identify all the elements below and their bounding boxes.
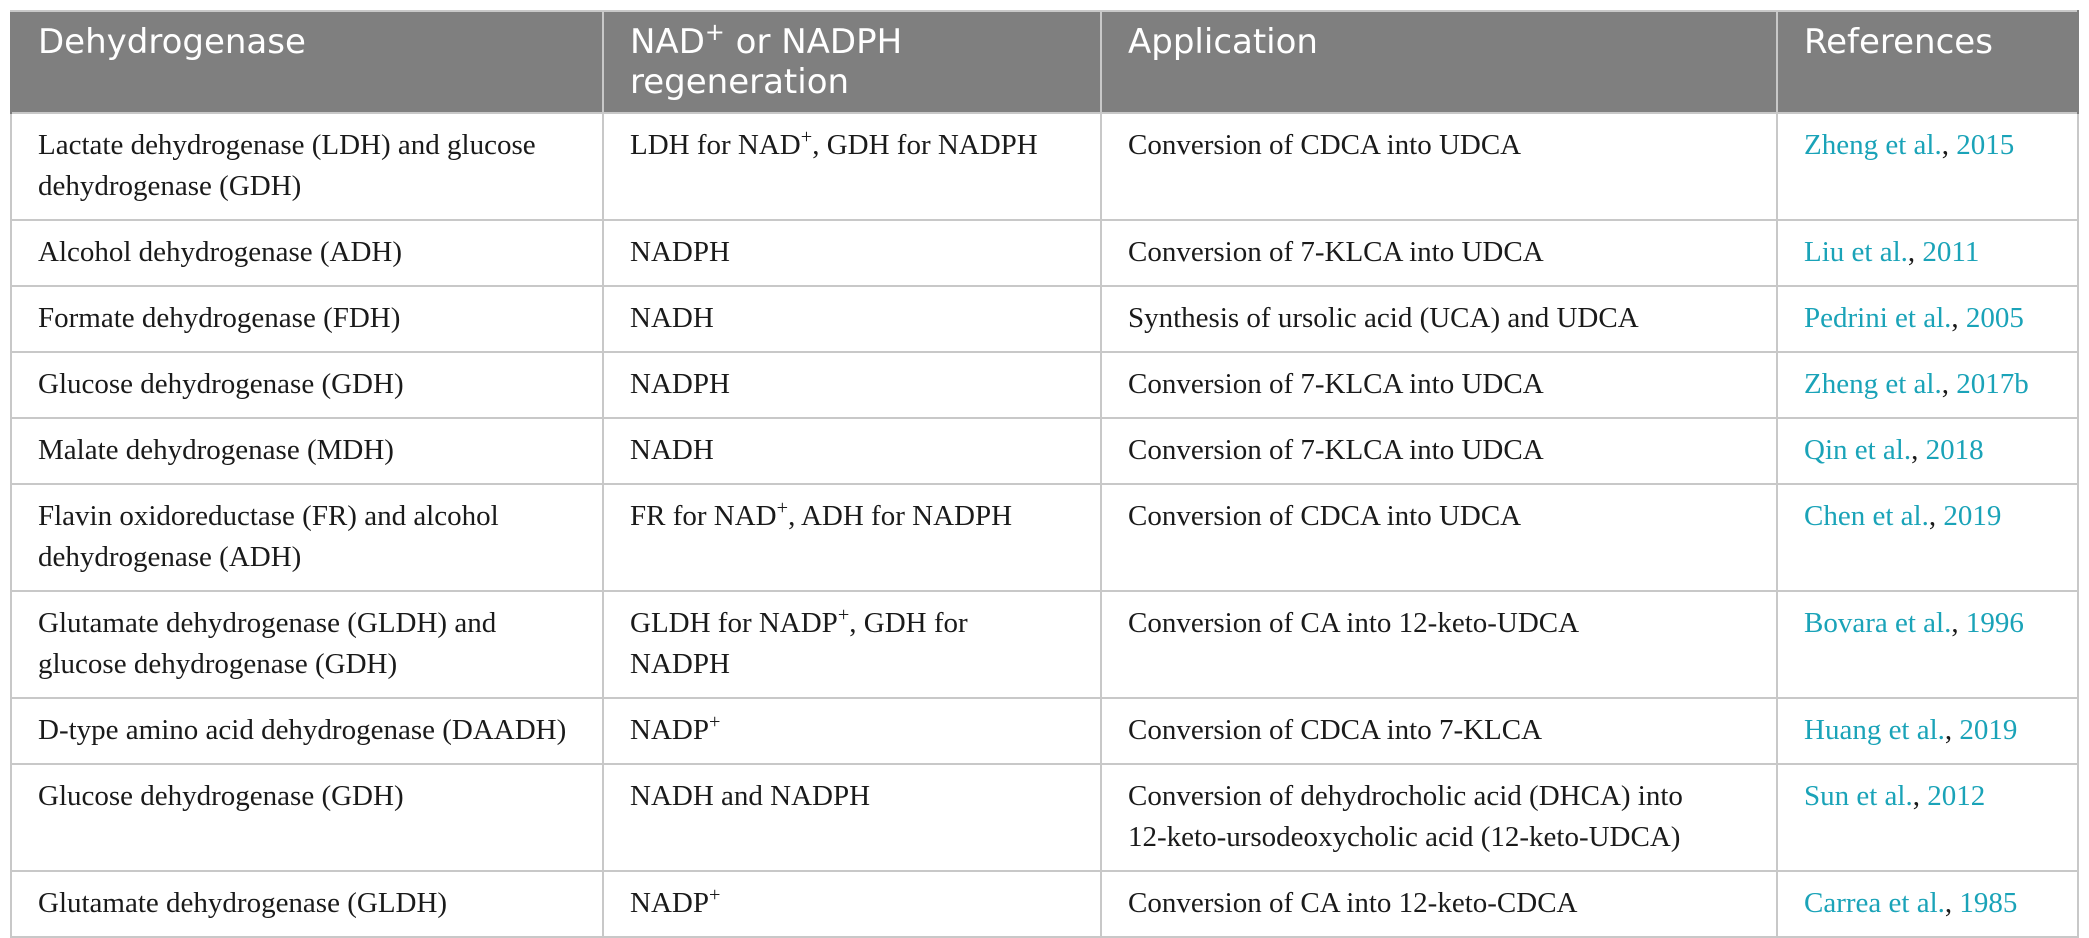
cell-application: Conversion of CA into 12-keto-CDCA xyxy=(1101,871,1777,937)
reference-year-link[interactable]: 2018 xyxy=(1925,434,1984,466)
reference-author-link[interactable]: Carrea et al. xyxy=(1804,887,1945,919)
cell-cofactor: NADH and NADPH xyxy=(603,764,1101,871)
cell-dehydrogenase: Glucose dehydrogenase (GDH) xyxy=(11,352,603,418)
reference-year-link[interactable]: 2012 xyxy=(1927,780,1986,812)
reference-author-link[interactable]: Huang et al. xyxy=(1804,714,1945,746)
cell-cofactor: NADP+ xyxy=(603,871,1101,937)
reference-year-link[interactable]: 1985 xyxy=(1959,887,2018,919)
reference-year-link[interactable]: 1996 xyxy=(1965,607,2024,639)
cell-dehydrogenase: Malate dehydrogenase (MDH) xyxy=(11,418,603,484)
table-row xyxy=(11,113,2078,220)
table-row xyxy=(11,220,2078,286)
reference-year-link[interactable]: 2019 xyxy=(1959,714,2018,746)
cell-dehydrogenase: Glucose dehydrogenase (GDH) xyxy=(11,764,603,871)
table-row xyxy=(11,418,2078,484)
cell-application: Conversion of CDCA into 7-KLCA xyxy=(1101,698,1777,764)
cell-application: Conversion of CDCA into UDCA xyxy=(1101,113,1777,220)
cell-dehydrogenase: Formate dehydrogenase (FDH) xyxy=(11,286,603,352)
cell-cofactor: NADP+ xyxy=(603,698,1101,764)
cell-dehydrogenase: Flavin oxidoreductase (FR) and alcohol dehydrogenase (ADH) xyxy=(11,484,603,591)
cell-cofactor: NADH xyxy=(603,286,1101,352)
table-row xyxy=(11,352,2078,418)
reference-year-link[interactable]: 2005 xyxy=(1965,302,2024,334)
cell-reference: Chen et al., 2019 xyxy=(1777,484,2078,591)
cell-application: Conversion of 7-KLCA into UDCA xyxy=(1101,352,1777,418)
table-row xyxy=(11,698,2078,764)
cell-application: Synthesis of ursolic acid (UCA) and UDCA xyxy=(1101,286,1777,352)
table-row xyxy=(11,764,2078,871)
cell-dehydrogenase: D-type amino acid dehydrogenase (DAADH) xyxy=(11,698,603,764)
cell-reference: Zheng et al., 2017b xyxy=(1777,352,2078,418)
cell-application: Conversion of 7-KLCA into UDCA xyxy=(1101,220,1777,286)
cell-reference: Carrea et al., 1985 xyxy=(1777,871,2078,937)
reference-author-link[interactable]: Liu et al. xyxy=(1804,236,1908,268)
header-application: Application xyxy=(1101,11,1777,113)
cell-reference: Pedrini et al., 2005 xyxy=(1777,286,2078,352)
reference-year-link[interactable]: 2011 xyxy=(1922,236,1980,268)
cell-reference: Huang et al., 2019 xyxy=(1777,698,2078,764)
table-row xyxy=(11,286,2078,352)
cell-dehydrogenase: Lactate dehydrogenase (LDH) and glucose dehydrogenase (GDH) xyxy=(11,113,603,220)
table-header-row xyxy=(11,11,2078,113)
reference-author-link[interactable]: Sun et al. xyxy=(1804,780,1913,812)
reference-author-link[interactable]: Chen et al. xyxy=(1804,500,1929,532)
reference-author-link[interactable]: Pedrini et al. xyxy=(1804,302,1952,334)
reference-author-link[interactable]: Zheng et al. xyxy=(1804,129,1942,161)
cell-cofactor: NADH xyxy=(603,418,1101,484)
table-row xyxy=(11,591,2078,698)
dehydrogenase-table xyxy=(10,10,2079,938)
cell-application: Conversion of CDCA into UDCA xyxy=(1101,484,1777,591)
cell-reference: Bovara et al., 1996 xyxy=(1777,591,2078,698)
reference-author-link[interactable]: Zheng et al. xyxy=(1804,368,1942,400)
cell-reference: Sun et al., 2012 xyxy=(1777,764,2078,871)
cell-reference: Zheng et al., 2015 xyxy=(1777,113,2078,220)
cell-application: Conversion of dehydrocholic acid (DHCA) into 12-keto-ursodeoxycholic acid (12-keto-UDCA) xyxy=(1101,764,1777,871)
reference-year-link[interactable]: 2017b xyxy=(1956,368,2029,400)
table-row xyxy=(11,484,2078,591)
cell-cofactor: GLDH for NADP+, GDH for NADPH xyxy=(603,591,1101,698)
table-row xyxy=(11,871,2078,937)
header-dehydrogenase: Dehydrogenase xyxy=(11,11,603,113)
cell-cofactor: NADPH xyxy=(603,220,1101,286)
cell-dehydrogenase: Glutamate dehydrogenase (GLDH) xyxy=(11,871,603,937)
cell-reference: Qin et al., 2018 xyxy=(1777,418,2078,484)
reference-author-link[interactable]: Bovara et al. xyxy=(1804,607,1952,639)
cell-application: Conversion of 7-KLCA into UDCA xyxy=(1101,418,1777,484)
cell-dehydrogenase: Glutamate dehydrogenase (GLDH) and glucose dehydrogenase (GDH) xyxy=(11,591,603,698)
cell-reference: Liu et al., 2011 xyxy=(1777,220,2078,286)
cell-cofactor: NADPH xyxy=(603,352,1101,418)
reference-year-link[interactable]: 2015 xyxy=(1956,129,2015,161)
reference-author-link[interactable]: Qin et al. xyxy=(1804,434,1912,466)
reference-year-link[interactable]: 2019 xyxy=(1943,500,2002,532)
cell-cofactor: FR for NAD+, ADH for NADPH xyxy=(603,484,1101,591)
cell-application: Conversion of CA into 12-keto-UDCA xyxy=(1101,591,1777,698)
header-cofactor: NAD+ or NADPH regeneration xyxy=(603,11,1101,113)
cell-cofactor: LDH for NAD+, GDH for NADPH xyxy=(603,113,1101,220)
cell-dehydrogenase: Alcohol dehydrogenase (ADH) xyxy=(11,220,603,286)
dehydrogenase-table-container xyxy=(10,10,2077,938)
header-references: References xyxy=(1777,11,2078,113)
